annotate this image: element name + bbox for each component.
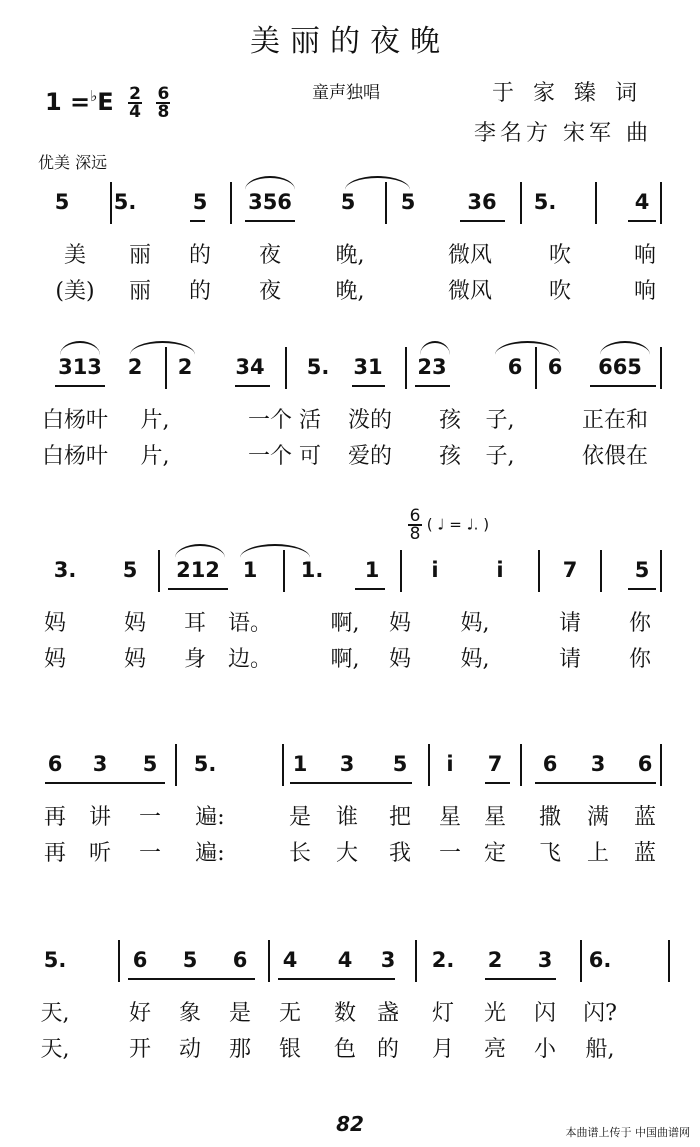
beam-underline <box>415 385 450 387</box>
lyric-syllable: 孩 <box>438 408 462 433</box>
jianpu-note: 3 <box>590 752 606 776</box>
jianpu-note: 6 <box>507 355 523 379</box>
lyric-syllable: 是 <box>288 805 312 830</box>
lyric-syllable: 白杨叶 <box>41 408 109 433</box>
lyric-syllable: 听 <box>88 841 112 866</box>
jianpu-note: 5. <box>533 190 557 214</box>
jianpu-note: 6 <box>47 752 63 776</box>
lyric-syllable: 吹 <box>548 279 572 304</box>
bar-line <box>520 744 522 786</box>
jianpu-note: 3 <box>380 948 396 972</box>
lyric-syllable: 银 <box>278 1037 302 1062</box>
slur-arc <box>245 176 295 190</box>
jianpu-note: 5. <box>113 190 137 214</box>
lyric-syllable: 妈, <box>460 647 490 672</box>
lyric-syllable: 一 <box>138 841 162 866</box>
score-row <box>0 355 700 469</box>
lyric-syllable: 妈 <box>388 647 412 672</box>
lyric-syllable: 泼的 <box>347 408 393 433</box>
lyric-syllable: 飞 <box>538 841 562 866</box>
lyric-syllable: 定 <box>483 841 507 866</box>
lyric-syllable: 妈 <box>123 647 147 672</box>
bar-line <box>668 940 670 982</box>
score-row <box>0 752 700 866</box>
lyric-syllable: 再 <box>43 841 67 866</box>
lyric-syllable: 月 <box>431 1037 455 1062</box>
bar-line <box>660 182 662 224</box>
lyric-syllable: 啊, <box>330 611 360 636</box>
lyric-syllable: 遍: <box>195 805 225 830</box>
bar-line <box>230 182 232 224</box>
lyric-syllable: 响 <box>633 243 657 268</box>
lyric-syllable: 讲 <box>88 805 112 830</box>
beam-underline <box>278 978 395 980</box>
bar-line <box>400 550 402 592</box>
jianpu-note: 6. <box>588 948 612 972</box>
jianpu-note: 5. <box>43 948 67 972</box>
jianpu-note: 2. <box>431 948 455 972</box>
lyric-syllable: 微风 <box>447 279 493 304</box>
lyric-syllable: 天, <box>40 1001 70 1026</box>
bar-line <box>285 347 287 389</box>
slur-arc <box>130 341 195 355</box>
lyric-syllable: 我 <box>388 841 412 866</box>
bar-line <box>660 347 662 389</box>
meter-2-4: $\frac{2}{4}$ <box>129 84 141 122</box>
score-row <box>0 558 700 672</box>
jianpu-note: 1 <box>364 558 380 582</box>
jianpu-note: 1 <box>242 558 258 582</box>
jianpu-note: 2 <box>127 355 143 379</box>
lyric-syllable: 天, <box>40 1037 70 1062</box>
slur-arc <box>600 341 650 355</box>
song-title: 美丽的夜晚 <box>250 24 450 59</box>
jianpu-note: 5. <box>306 355 330 379</box>
beam-underline <box>290 782 412 784</box>
lyric-syllable: 语。 <box>227 611 273 636</box>
jianpu-note: 4 <box>634 190 650 214</box>
score-row <box>0 190 700 304</box>
jianpu-note: i <box>446 752 454 776</box>
lyric-syllable: 妈 <box>43 647 67 672</box>
lyric-syllable: 耳 <box>183 611 207 636</box>
slur-arc <box>240 544 310 558</box>
jianpu-note: 212 <box>176 558 220 582</box>
beam-underline <box>628 220 656 222</box>
lyric-syllable: 请 <box>558 647 582 672</box>
jianpu-note: 6 <box>637 752 653 776</box>
tempo-change: $\frac{6}{8}$ ( ♩ = ♩. ) <box>409 506 490 544</box>
bar-line <box>268 940 270 982</box>
lyric-syllable: 开 <box>128 1037 152 1062</box>
jianpu-note: 5 <box>182 948 198 972</box>
lyric-syllable: 微风 <box>447 243 493 268</box>
jianpu-note: 3 <box>92 752 108 776</box>
jianpu-note: 2 <box>177 355 193 379</box>
jianpu-note: 5 <box>340 190 356 214</box>
jianpu-note: 6 <box>132 948 148 972</box>
bar-line <box>415 940 417 982</box>
jianpu-note: 4 <box>282 948 298 972</box>
slur-arc <box>345 176 410 190</box>
page-number: 82 <box>336 1112 364 1136</box>
lyric-syllable: 白杨叶 <box>41 444 109 469</box>
lyric-syllable: 晚, <box>335 243 365 268</box>
jianpu-note: 31 <box>353 355 383 379</box>
lyric-syllable: 好 <box>128 1001 152 1026</box>
slur-arc <box>60 341 100 355</box>
lyric-syllable: 依偎在 <box>581 444 649 469</box>
jianpu-note: 4 <box>337 948 353 972</box>
lyric-syllable: (美) <box>55 279 95 304</box>
lyric-syllable: 一个 <box>247 444 293 469</box>
lyric-syllable: 那 <box>228 1037 252 1062</box>
lyric-syllable: 谁 <box>335 805 359 830</box>
lyric-syllable: 你 <box>628 647 652 672</box>
beam-underline <box>485 782 510 784</box>
lyric-syllable: 星 <box>483 805 507 830</box>
jianpu-note: 3 <box>537 948 553 972</box>
lyric-syllable: 象 <box>178 1001 202 1026</box>
lyric-syllable: 一个 <box>247 408 293 433</box>
slur-arc <box>420 341 450 355</box>
jianpu-note: 5 <box>122 558 138 582</box>
lyric-syllable: 孩 <box>438 444 462 469</box>
lyric-syllable: 星 <box>438 805 462 830</box>
lyric-syllable: 子, <box>485 408 515 433</box>
lyric-syllable: 活 <box>298 408 322 433</box>
lyric-syllable: 盏 <box>376 1001 400 1026</box>
jianpu-note: 7 <box>562 558 578 582</box>
lyric-syllable: 片, <box>140 408 170 433</box>
jianpu-note: 7 <box>487 752 503 776</box>
lyric-syllable: 响 <box>633 279 657 304</box>
lyricist-credit: 于 家 臻 词 <box>492 81 643 106</box>
lyric-syllable: 请 <box>558 611 582 636</box>
beam-underline <box>168 588 228 590</box>
beam-underline <box>535 782 656 784</box>
bar-line <box>175 744 177 786</box>
bar-line <box>600 550 602 592</box>
jianpu-note: 23 <box>417 355 447 379</box>
jianpu-note: 5. <box>193 752 217 776</box>
lyric-syllable: 片, <box>140 444 170 469</box>
lyric-syllable: 一 <box>438 841 462 866</box>
beam-underline <box>485 978 556 980</box>
composer-credit: 李名方 宋军 曲 <box>474 121 652 146</box>
jianpu-note: 6 <box>232 948 248 972</box>
jianpu-note: 1 <box>292 752 308 776</box>
beam-underline <box>235 385 270 387</box>
bar-line <box>428 744 430 786</box>
lyric-syllable: 遍: <box>195 841 225 866</box>
lyric-syllable: 吹 <box>548 243 572 268</box>
lyric-syllable: 夜 <box>258 243 282 268</box>
lyric-syllable: 啊, <box>330 647 360 672</box>
jianpu-note: 5 <box>192 190 208 214</box>
lyric-syllable: 亮 <box>483 1037 507 1062</box>
score-row <box>0 948 700 1062</box>
lyric-syllable: 妈 <box>388 611 412 636</box>
key-label: 1 = <box>45 88 91 116</box>
bar-line <box>282 744 284 786</box>
bar-line <box>158 550 160 592</box>
tempo-marking: 优美 深远 <box>38 153 108 172</box>
meter-6-8: $\frac{6}{8}$ <box>157 84 170 122</box>
lyric-syllable: 妈 <box>123 611 147 636</box>
jianpu-note: 5 <box>142 752 158 776</box>
lyric-syllable: 船, <box>585 1037 615 1062</box>
lyric-syllable: 丽 <box>128 243 152 268</box>
lyric-syllable: 小 <box>533 1037 557 1062</box>
lyric-syllable: 色 <box>333 1037 357 1062</box>
lyric-syllable: 爱的 <box>347 444 393 469</box>
bar-line <box>118 940 120 982</box>
lyric-syllable: 身 <box>183 647 207 672</box>
lyric-syllable: 光 <box>483 1001 507 1026</box>
jianpu-note: 34 <box>235 355 265 379</box>
lyric-syllable: 无 <box>278 1001 302 1026</box>
jianpu-note: 1. <box>300 558 324 582</box>
beam-underline <box>628 588 656 590</box>
bar-line <box>520 182 522 224</box>
jianpu-note: 5 <box>400 190 416 214</box>
lyric-syllable: 上 <box>586 841 610 866</box>
lyric-syllable: 大 <box>335 841 359 866</box>
jianpu-note: 2 <box>487 948 503 972</box>
footer-credit: 本曲谱上传于 中国曲谱网 <box>565 1126 690 1139</box>
lyric-syllable: 是 <box>228 1001 252 1026</box>
bar-line <box>538 550 540 592</box>
bar-line <box>660 744 662 786</box>
lyric-syllable: 妈 <box>43 611 67 636</box>
jianpu-note: 5 <box>54 190 70 214</box>
lyric-syllable: 的 <box>376 1037 400 1062</box>
jianpu-note: 3. <box>53 558 77 582</box>
jianpu-note: i <box>431 558 439 582</box>
beam-underline <box>460 220 505 222</box>
lyric-syllable: 把 <box>388 805 412 830</box>
bar-line <box>595 182 597 224</box>
beam-underline <box>590 385 656 387</box>
lyric-syllable: 美 <box>63 243 87 268</box>
beam-underline <box>45 782 165 784</box>
slur-arc <box>495 341 560 355</box>
bar-line <box>660 550 662 592</box>
lyric-syllable: 一 <box>138 805 162 830</box>
lyric-syllable: 正在和 <box>581 408 649 433</box>
bar-line <box>580 940 582 982</box>
slur-arc <box>175 544 225 558</box>
lyric-syllable: 长 <box>288 841 312 866</box>
jianpu-note: 3 <box>339 752 355 776</box>
lyric-syllable: 灯 <box>431 1001 455 1026</box>
beam-underline <box>352 385 385 387</box>
lyric-syllable: 撒 <box>538 805 562 830</box>
beam-underline <box>190 220 205 222</box>
lyric-syllable: 再 <box>43 805 67 830</box>
lyric-syllable: 夜 <box>258 279 282 304</box>
jianpu-note: 356 <box>248 190 292 214</box>
lyric-syllable: 数 <box>333 1001 357 1026</box>
jianpu-note: 36 <box>467 190 497 214</box>
jianpu-note: 5 <box>634 558 650 582</box>
lyric-syllable: 蓝 <box>633 841 657 866</box>
jianpu-note: 313 <box>58 355 102 379</box>
beam-underline <box>245 220 295 222</box>
lyric-syllable: 蓝 <box>633 805 657 830</box>
flat-sign: ♭ <box>90 87 98 105</box>
lyric-syllable: 的 <box>188 279 212 304</box>
jianpu-note: 6 <box>547 355 563 379</box>
key-note: E <box>97 88 114 116</box>
lyric-syllable: 妈, <box>460 611 490 636</box>
jianpu-note: 5 <box>392 752 408 776</box>
lyric-syllable: 闪? <box>583 1001 617 1026</box>
beam-underline <box>355 588 385 590</box>
jianpu-note: 6 <box>542 752 558 776</box>
beam-underline <box>128 978 255 980</box>
bar-line <box>110 182 112 224</box>
lyric-syllable: 满 <box>586 805 610 830</box>
lyric-syllable: 边。 <box>227 647 273 672</box>
lyric-syllable: 你 <box>628 611 652 636</box>
bar-line <box>405 347 407 389</box>
beam-underline <box>55 385 105 387</box>
jianpu-note: 665 <box>598 355 642 379</box>
lyric-syllable: 闪 <box>533 1001 557 1026</box>
jianpu-note: i <box>496 558 504 582</box>
performance-type: 童声独唱 <box>312 83 380 103</box>
lyric-syllable: 的 <box>188 243 212 268</box>
lyric-syllable: 动 <box>178 1037 202 1062</box>
key-signature <box>45 86 170 120</box>
lyric-syllable: 可 <box>298 444 322 469</box>
lyric-syllable: 丽 <box>128 279 152 304</box>
lyric-syllable: 晚, <box>335 279 365 304</box>
lyric-syllable: 子, <box>485 444 515 469</box>
